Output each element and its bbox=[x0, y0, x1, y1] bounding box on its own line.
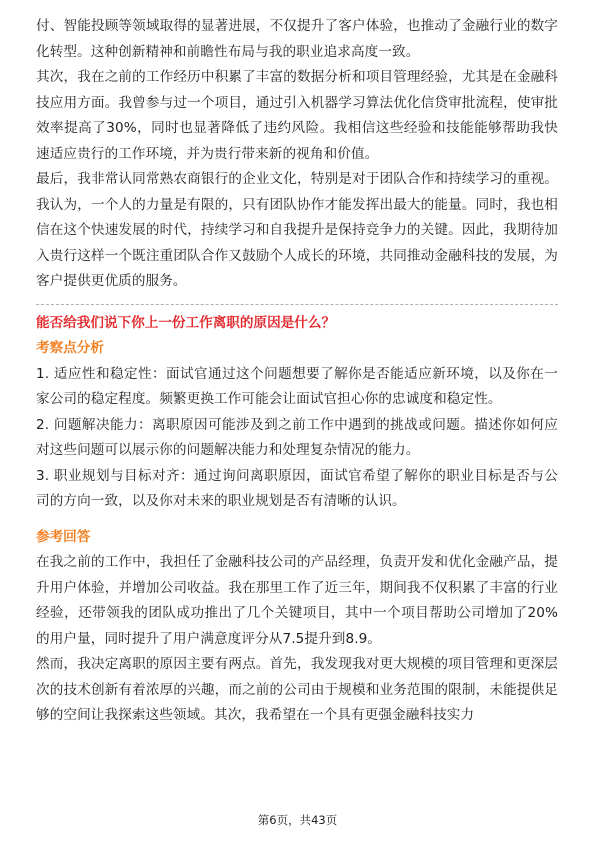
analysis-heading: 考察点分析 bbox=[36, 340, 104, 356]
reference-heading: 参考回答 bbox=[36, 528, 91, 545]
body-paragraph: 其次，我在之前的工作经历中积累了丰富的数据分析和项目管理经验，尤其是在金融科技应用方面。我曾参与过一个项目，通过引入机器学习算法优化信贷审批流程，使审批效率提高了30%，同时也显著降低了违约风险。我相信这些经验和技能能够帮助我快速适应贵行的工作环境，并为贵行带来新的视角和价值。 bbox=[36, 69, 558, 162]
page-number: 第6页，共43页 bbox=[257, 813, 338, 827]
reference-paragraph: 在我之前的工作中，我担任了金融科技公司的产品经理，负责开发和优化金融产品，提升用户体验，并增加公司收益。我在那里工作了近三年，期间我不仅积累了丰富的行业经验，还带领我的团队成功推出了几个关键项目，其中一个项目帮助公司增加了20%的用户量，同时提升了用户满意度评分从7.5提升到8.9。 bbox=[36, 554, 558, 647]
body-paragraph: 最后，我非常认同常熟农商银行的企业文化，特别是对于团队合作和持续学习的重视。我认为，一个人的力量是有限的，只有团队协作才能发挥出最大的能量。同时，我也相信在这个快速发展的时代，持续学习和自我提升是保持竞争力的关键。因此，我期待加入贵行这样一个既注重团队合作又鼓励个人成长的环境，共同推动金融科技的发展，为客户提供更优质的服务。 bbox=[36, 171, 558, 289]
body-paragraph: 付、智能投顾等领域取得的显著进展，不仅提升了客户体验，也推动了金融行业的数字化转型。这种创新精神和前瞻性布局与我的职业追求高度一致。 bbox=[36, 18, 558, 60]
analysis-item: 1. 适应性和稳定性：面试官通过这个问题想要了解你是否能适应新环境，以及你在一家公司的稳定程度。频繁更换工作可能会让面试官担心你的忠诚度和稳定性。 bbox=[36, 365, 558, 407]
interview-question: 能否给我们说下你上一份工作离职的原因是什么？ bbox=[36, 314, 336, 331]
reference-paragraph: 然而，我决定离职的原因主要有两点。首先，我发现我对更大规模的项目管理和更深层次的技术创新有着浓厚的兴趣，而之前的公司由于规模和业务范围的限制，未能提供足够的空间让我探索这些领域。其次，我希望在一个具有更强金融科技实力 bbox=[36, 656, 558, 723]
analysis-item: 2. 问题解决能力：离职原因可能涉及到之前工作中遇到的挑战或问题。描述你如何应对这些问题可以展示你的问题解决能力和处理复杂情况的能力。 bbox=[36, 416, 558, 458]
analysis-item: 3. 职业规划与目标对齐：通过询问离职原因，面试官希望了解你的职业目标是否与公司的方向一致，以及你对未来的职业规划是否有清晰的认识。 bbox=[36, 467, 558, 509]
section-divider bbox=[36, 304, 558, 305]
document-page bbox=[36, 14, 558, 729]
